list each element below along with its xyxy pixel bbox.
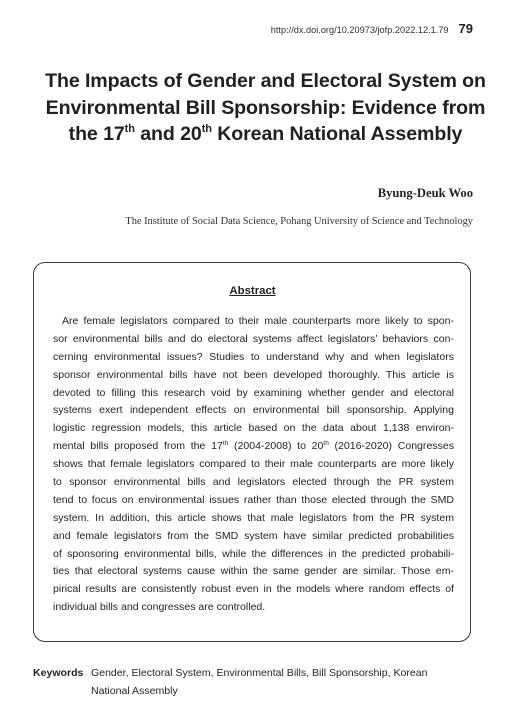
paper-title [20,68,511,148]
title-line-2: Environmental Bill Sponsorship: Evidence from [45,96,486,119]
page-number: 79 [458,21,473,36]
author-name: Byung-Deuk Woo [377,186,473,200]
abstract-line: tend to focus on environmental issues rather than those elected through the SMD [53,493,454,506]
keywords-label: Keywords [33,667,84,679]
keywords [33,665,473,700]
title-line-3: the 17th and 20th Korean National Assembly [68,123,463,145]
abstract-line: pirical results are consistently robust even in the models where random effects of [53,583,454,596]
abstract-line: cerning environmental issues? Studies to understand why and when legislators [53,350,454,363]
abstract-line: systems exert independent effects on environmental bill sponsorship. Applying [53,404,454,417]
abstract-line: of sponsoring environmental bills, while the differences in the predicted probabili- [53,547,454,560]
abstract-heading: Abstract [229,285,276,297]
abstract-line: logistic regression models, this article based on the data about 1,138 environ- [53,422,454,435]
abstract-body [53,313,454,617]
abstract-line: ties that electoral systems cause within the same gender are similar. Those em- [53,565,454,578]
abstract-line: individual bills and congresses are controlled. [53,601,266,614]
abstract-line: to sponsor environmental bills and legislators elected through the PR system [53,476,454,489]
abstract-line: Are female legislators compared to their male counterparts more likely to spon- [62,315,454,327]
abstract-line: shows that female legislators compared to their male counterparts are more likely [53,458,454,471]
abstract-line: and female legislators from the SMD system have similar predicted probabilities [53,529,454,542]
running-header [271,21,473,36]
abstract-line: system. In addition, this article shows that male legislators from the PR system [53,511,454,524]
author-affiliation: The Institute of Social Data Science, Pohang University of Science and Technology [125,216,473,227]
keywords-line-2: National Assembly [91,684,178,697]
doi-link[interactable]: http://dx.doi.org/10.20973/jofp.2022.12.1.79 [270,25,449,35]
title-line-1: The Impacts of Gender and Electoral System on [45,70,486,92]
abstract-line: sor environmental bills and do electoral systems affect legislators’ behaviors con- [53,332,454,345]
abstract-line: devoted to filling this research void by examining whether gender and electoral [53,386,454,399]
abstract-line: mental bills proposed from the 17th (2004-2008) to 20th (2016-2020) Congresses [53,440,454,453]
abstract-line: sponsor environmental bills have not been developed thoroughly. This article is [53,368,454,381]
keywords-line-1: Gender, Electoral System, Environmental Bills, Bill Sponsorship, Korean [91,667,428,679]
